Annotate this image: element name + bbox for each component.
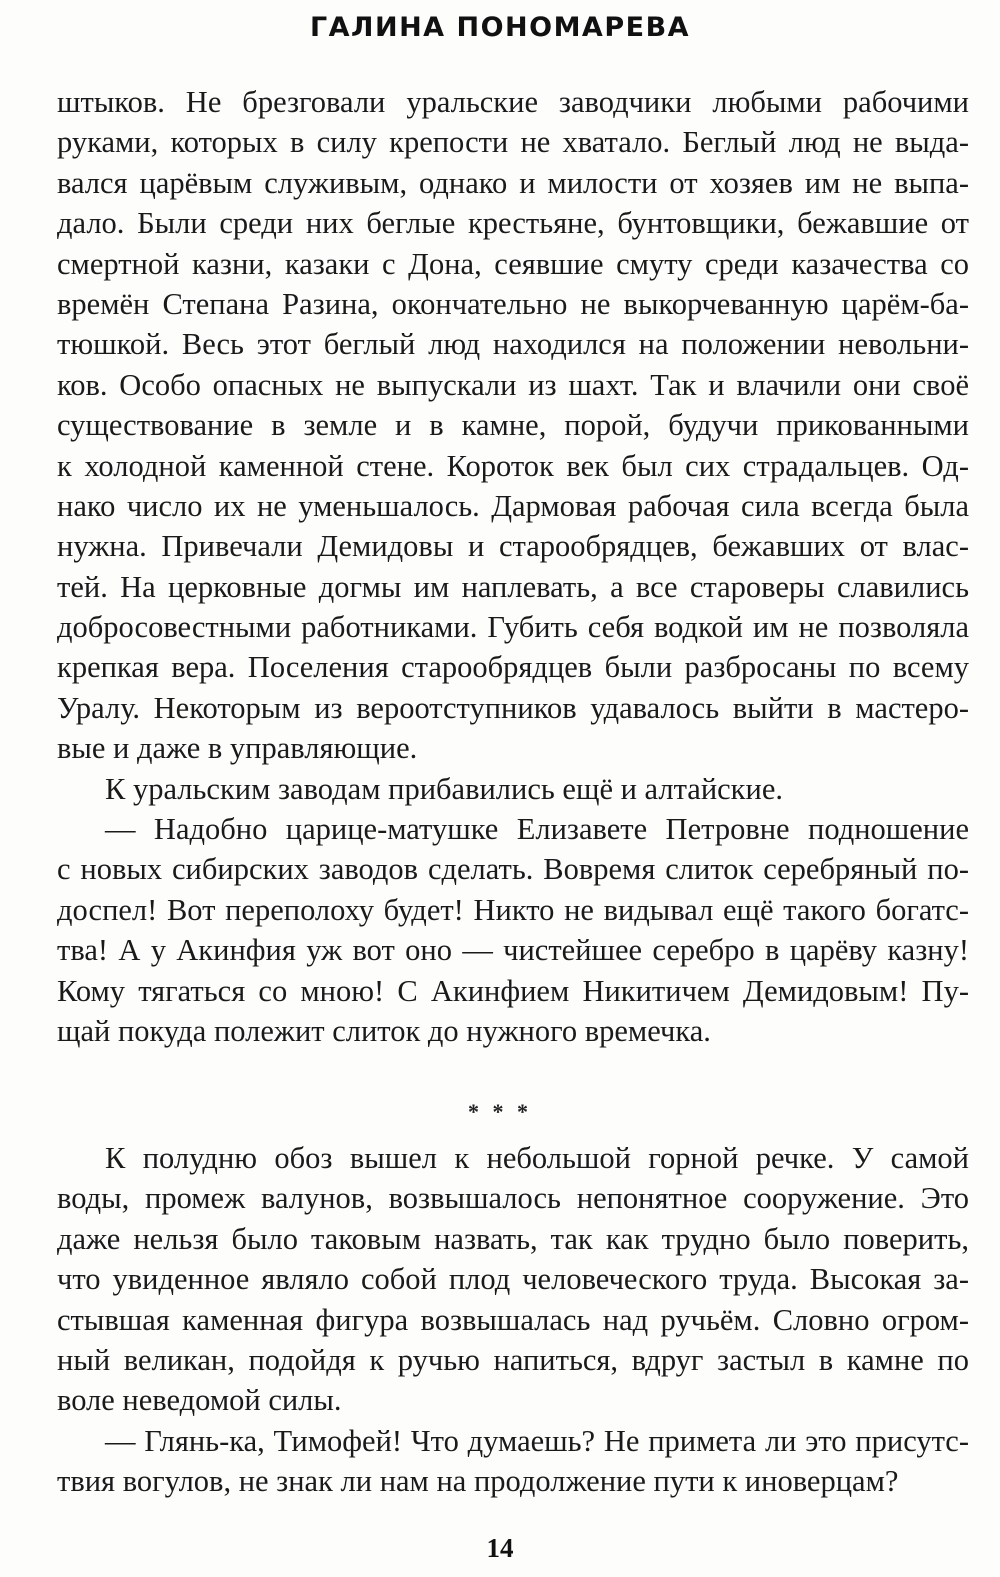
text-line: доспел! Вот переполоху будет! Никто не видывал ещё такого богатс- bbox=[57, 892, 969, 927]
text-line: К полудню обоз вышел к небольшой горной речке. У самой bbox=[105, 1141, 969, 1175]
text-line: с новых сибирских заводов сделать. Вовремя слиток серебряный по- bbox=[57, 852, 969, 887]
text-line: к холодной каменной стене. Короток век был сих страдальцев. Од- bbox=[57, 448, 969, 483]
text-block-1 bbox=[57, 82, 969, 1051]
text-line: ков. Особо опасных не выпускали из шахт. Так и влачили они своё bbox=[57, 367, 969, 402]
text-line: стывшая каменная фигура возвышалась над ручьём. Словно огром- bbox=[57, 1302, 969, 1337]
text-line: — Надобно царице-матушке Елизавете Петровне подношение bbox=[105, 812, 969, 847]
text-line: вался царёвым служивым, однако и милости от хозяев им не выпа- bbox=[57, 165, 969, 200]
text-line: тва! А у Акинфия уж вот оно — чистейшее серебро в царёву казну! bbox=[57, 933, 969, 968]
text-line: воле неведомой силы. bbox=[57, 1383, 342, 1418]
text-block-2 bbox=[57, 1138, 969, 1502]
page-number: 14 bbox=[486, 1533, 514, 1563]
text-line: дало. Были среди них беглые крестьяне, бунтовщики, бежавшие от bbox=[57, 206, 969, 241]
text-line: штыков. Не брезговали уральские заводчики любыми рабочими bbox=[57, 85, 969, 119]
text-line: нужна. Привечали Демидовы и старообрядцев, бежавших от влас- bbox=[57, 529, 969, 564]
text-line: воды, промеж валунов, возвышалось непонятное сооружение. Это bbox=[57, 1181, 969, 1216]
text-line: крепкая вера. Поселения старообрядцев были разбросаны по всему bbox=[57, 650, 969, 685]
text-line: тюшкой. Весь этот беглый люд находился на положении невольни- bbox=[57, 327, 969, 362]
text-line: Уралу. Некоторым из вероотступников удавалось выйти в мастеро- bbox=[57, 690, 969, 725]
text-line: что увиденное являло собой плод человеческого труда. Высокая за- bbox=[57, 1262, 969, 1297]
text-line: нако число их не уменьшалось. Дармовая рабочая сила всегда была bbox=[57, 488, 969, 523]
text-line: твия вогулов, не знак ли нам на продолжение пути к иноверцам? bbox=[57, 1464, 899, 1499]
text-line: существование в земле и в камне, порой, будучи прикованными bbox=[57, 408, 969, 443]
text-line: Кому тягаться со мною! С Акинфием Никитичем Демидовым! Пу- bbox=[57, 973, 969, 1008]
text-line: времён Степана Разина, окончательно не выкорчеванную царём-ба- bbox=[57, 286, 969, 321]
text-line: даже нельзя было таковым назвать, так как трудно было поверить, bbox=[57, 1221, 969, 1256]
text-line: — Глянь-ка, Тимофей! Что думаешь? Не примета ли это присутс- bbox=[105, 1423, 969, 1458]
text-line: вые и даже в управляющие. bbox=[57, 731, 418, 766]
section-separator: * * * bbox=[468, 1099, 532, 1124]
text-line: руками, которых в силу крепости не хватало. Беглый люд не выда- bbox=[57, 125, 969, 160]
text-line: щай покуда полежит слиток до нужного времечка. bbox=[57, 1013, 711, 1048]
text-line: тей. На церковные догмы им наплевать, а все староверы славились bbox=[57, 569, 969, 604]
text-line: смертной казни, казаки с Дона, сеявшие смуту среди казачества со bbox=[57, 246, 969, 281]
text-line: добросовестными работниками. Губить себя водкой им не позволяла bbox=[57, 610, 969, 645]
running-header: ГАЛИНА ПОНОМАРЕВА bbox=[309, 12, 691, 43]
text-line: ный великан, подойдя к ручью напиться, вдруг застыл в камне по bbox=[57, 1342, 969, 1377]
text-line: К уральским заводам прибавились ещё и алтайские. bbox=[105, 771, 783, 806]
